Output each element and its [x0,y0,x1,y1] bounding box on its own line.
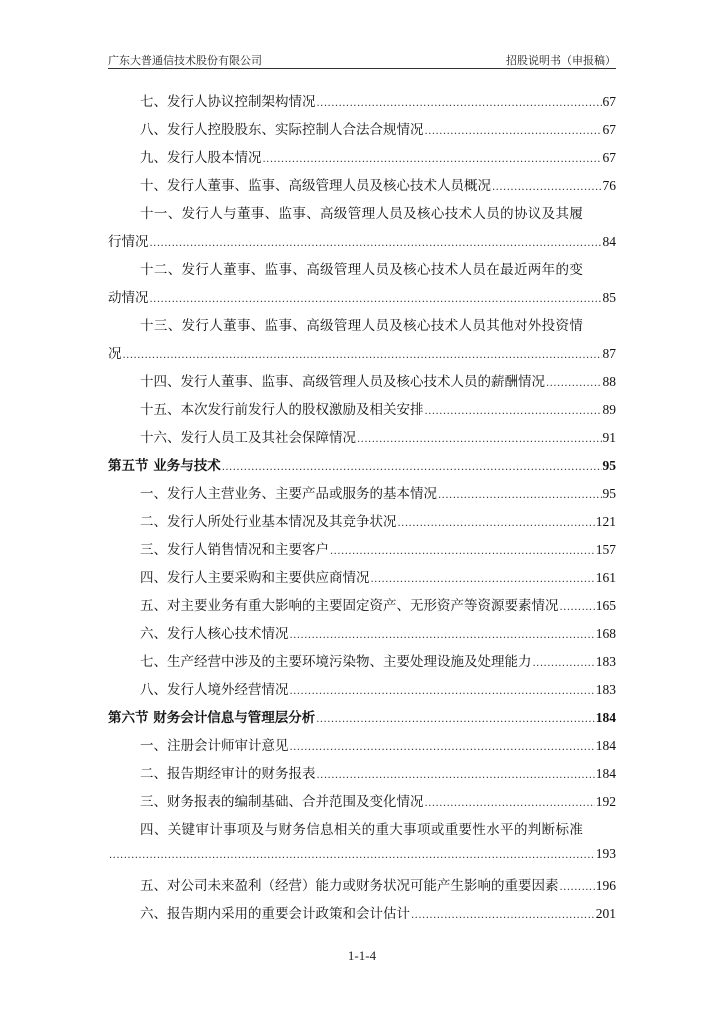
toc-page: 88 [602,374,616,389]
toc-entry[interactable]: 十六、发行人员工及其社会保障情况 ..... 91 [108,426,616,448]
header-doc-type: 招股说明书（申报稿） [506,54,616,67]
toc-entry[interactable]: 六、发行人核心技术情况 ..... 168 [108,622,616,644]
toc-page: 85 [602,290,616,305]
page-number: 1-1-4 [347,948,377,963]
toc-leader [492,182,602,193]
toc-entry[interactable] [108,846,616,868]
toc-page: 95 [602,486,616,501]
toc-entry[interactable]: 七、发行人协议控制架构情况 ..... 67 [108,90,616,112]
toc-entry[interactable]: 行情况 ..... 84 [108,230,616,252]
toc-page: 95 [602,458,616,473]
toc-entry[interactable]: 三、发行人销售情况和主要客户 ..... 157 [108,538,616,560]
toc-leader [290,742,595,753]
toc-leader [371,574,595,585]
toc-entry[interactable]: 三、财务报表的编制基础、合并范围及变化情况 ..... 192 [108,790,616,812]
toc-leader [123,350,602,361]
toc-entry-line1[interactable]: 十二、发行人董事、监事、高级管理人员及核心技术人员在最近两年的变 [140,262,584,278]
toc-leader [317,770,595,781]
toc-page: 67 [602,94,616,109]
toc-entry[interactable]: 二、报告期经审计的财务报表 ..... 184 [108,762,616,784]
toc-leader [546,378,602,389]
toc-page: 89 [602,402,616,417]
toc-leader [150,294,602,305]
toc-page: 184 [595,710,616,725]
toc-section-5[interactable]: 第五节 业务与技术 ..... 95 [108,454,616,476]
toc-entry[interactable]: 十、发行人董事、监事、高级管理人员及核心技术人员概况 ..... 76 [108,174,616,196]
page-header [108,50,616,69]
toc-leader [425,126,602,137]
toc-entry-line1[interactable]: 十三、发行人董事、监事、高级管理人员及核心技术人员其他对外投资情 [140,318,584,334]
toc-page: 157 [595,542,616,557]
header-company: 广东大普通信技术股份有限公司 [108,54,262,67]
toc-leader [560,602,595,613]
toc-leader [263,154,602,165]
toc-leader [411,910,595,921]
toc-page: 67 [602,150,616,165]
toc-entry[interactable]: 二、发行人所处行业基本情况及其竞争状况 ..... 121 [108,510,616,532]
toc-leader [560,882,595,893]
toc-leader [425,406,602,417]
toc-entry[interactable]: 十五、本次发行前发行人的股权激励及相关安排 ..... 89 [108,398,616,420]
toc-page: 161 [595,570,616,585]
toc-entry[interactable]: 动情况 ..... 85 [108,286,616,308]
toc-entry-line1[interactable]: 四、关键审计事项及与财务信息相关的重大事项或重要性水平的判断标准 [140,822,584,838]
toc-page: 121 [595,514,616,529]
toc-leader [150,238,602,249]
toc-entry[interactable]: 一、发行人主营业务、主要产品或服务的基本情况 ..... 95 [108,482,616,504]
toc-leader [357,434,602,445]
toc-leader [316,714,595,725]
toc-section-6[interactable]: 第六节 财务会计信息与管理层分析 ..... 184 [108,706,616,728]
toc-page: 91 [602,430,616,445]
toc-entry[interactable]: 一、注册会计师审计意见 ..... 184 [108,734,616,756]
toc-entry[interactable]: 六、报告期内采用的重要会计政策和会计估计 ..... 201 [108,902,616,924]
toc-page: 84 [602,234,616,249]
toc-leader [109,850,595,861]
toc-entry[interactable]: 九、发行人股本情况 ..... 67 [108,146,616,168]
toc-entry[interactable]: 四、发行人主要采购和主要供应商情况 ..... 161 [108,566,616,588]
toc-page: 184 [595,738,616,753]
toc-leader [330,546,595,557]
toc-leader [425,798,595,809]
toc-page: 193 [595,846,616,861]
toc-leader [317,98,602,109]
toc-entry[interactable]: 十四、发行人董事、监事、高级管理人员及核心技术人员的薪酬情况 ..... 88 [108,370,616,392]
toc-page: 183 [595,682,616,697]
toc-entry[interactable]: 八、发行人控股股东、实际控制人合法合规情况 ..... 67 [108,118,616,140]
toc-page: 183 [595,654,616,669]
toc-page: 168 [595,626,616,641]
toc-leader [533,658,595,669]
toc-leader [290,686,595,697]
toc-entry[interactable]: 况 ..... 87 [108,342,616,364]
toc-leader [398,518,595,529]
toc-page: 196 [595,878,616,893]
toc-leader [438,490,602,501]
toc-entry[interactable]: 八、发行人境外经营情况 ..... 183 [108,678,616,700]
toc-page: 87 [602,346,616,361]
toc-leader [222,462,602,473]
toc-entry[interactable]: 五、对主要业务有重大影响的主要固定资产、无形资产等资源要素情况 ..... 165 [108,594,616,616]
toc-leader [290,630,595,641]
toc-entry-line1[interactable]: 十一、发行人与董事、监事、高级管理人员及核心技术人员的协议及其履 [140,206,584,222]
toc-page: 76 [602,178,616,193]
toc-entry[interactable]: 七、生产经营中涉及的主要环境污染物、主要处理设施及处理能力 ..... 183 [108,650,616,672]
toc-page: 184 [595,766,616,781]
toc-page: 201 [595,906,616,921]
toc-entry[interactable]: 五、对公司未来盈利（经营）能力或财务状况可能产生影响的重要因素 ..... 196 [108,874,616,896]
toc-page: 165 [595,598,616,613]
toc-page: 67 [602,122,616,137]
toc-page: 192 [595,794,616,809]
